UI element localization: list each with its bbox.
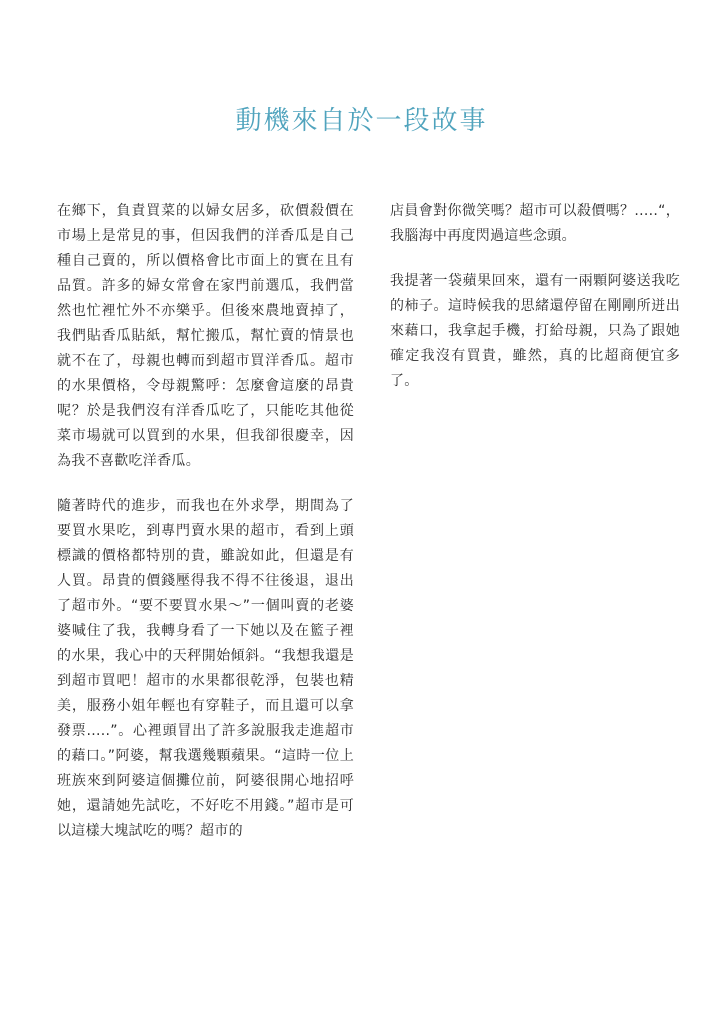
paragraph: 隨著時代的進步，而我也在外求學，期間為了要買水果吃，到專門賣水果的超市，看到上頭標識的價格都特別的貴，雖說如此，但還是有人買。昂貴的價錢壓得我不得不往後退，退出了超市外。“要不要買水果～”一個叫賣的老婆婆喊住了我，我轉身看了一下她以及在籃子裡的水果，我心中的天秤開始傾斜。“我想我還是到超市買吧！超市的水果都很乾淨，包裝也精美，服務小姐年輕也有穿鞋子，而且還可以拿發票.....”。心裡頭冒出了許多說服我走進超市的藉口。”阿婆，幫我選幾顆蘋果。“這時一位上班族來到阿婆這個攤位前，阿婆很開心地招呼她，還請她先試吃，不好吃不用錢。”超市是可以這樣大塊試吃的嗎？超市的 bbox=[57, 498, 354, 839]
left-column bbox=[57, 199, 354, 864]
paragraph: 我提著一袋蘋果回來，還有一兩顆阿婆送我吃的柿子。這時候我的思緒還停留在剛剛所迸出來藉口，我拿起手機，打給母親，只為了跟她確定我沒有買貴，雖然，真的比超商便宜多了。 bbox=[390, 273, 680, 389]
page-title: 動機來自於一段故事 bbox=[235, 106, 488, 136]
paragraph: 在鄉下，負責買菜的以婦女居多，砍價殺價在市場上是常見的事，但因我們的洋香瓜是自己種自己賣的，所以價格會比市面上的實在且有品質。許多的婦女常會在家門前選瓜，我們當然也忙裡忙外不亦樂乎。但後來農地賣掉了，我們貼香瓜貼紙，幫忙搬瓜，幫忙賣的情景也就不在了，母親也轉而到超市買洋香瓜。超市的水果價格，令母親驚呼：怎麼會這麼的昂貴呢？於是我們沒有洋香瓜吃了，只能吃其他從菜市場就可以買到的水果，但我卻很慶幸，因為我不喜歡吃洋香瓜。 bbox=[57, 203, 354, 469]
paragraph: 店員會對你微笑嗎？超市可以殺價嗎？.....“，我腦海中再度閃過這些念頭。 bbox=[390, 203, 680, 244]
right-column bbox=[390, 199, 680, 414]
